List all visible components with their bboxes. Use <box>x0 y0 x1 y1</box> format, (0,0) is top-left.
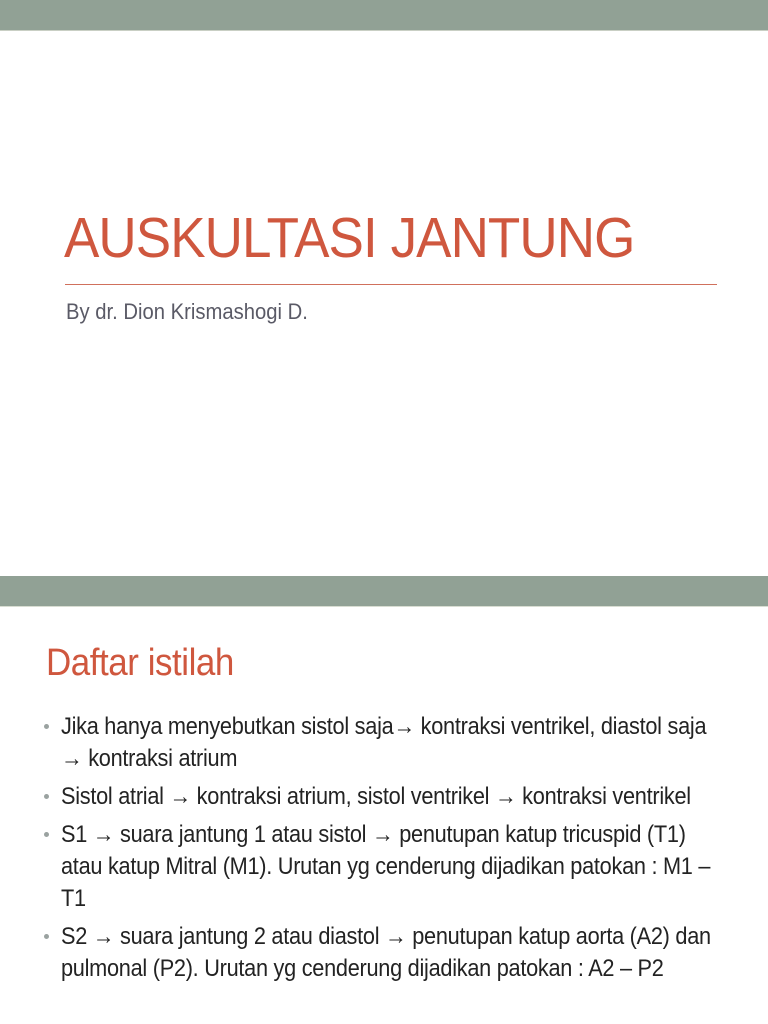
title-divider <box>65 284 717 285</box>
bullet-item <box>44 819 744 915</box>
slide-title <box>0 31 768 576</box>
bullet-text: Jika hanya menyebutkan sistol saja→ kontraksi ventrikel, diastol saja → kontraksi atrium <box>61 713 707 772</box>
slide-heading: Daftar istilah <box>46 642 234 684</box>
bullet-text: S2 → suara jantung 2 atau diastol → penutupan katup aorta (A2) dan pulmonal (P2). Urutan yg cenderung dijadikan patokan : A2 – P2 <box>61 923 711 982</box>
presentation-author: By dr. Dion Krismashogi D. <box>66 299 308 324</box>
bullet-dot-icon <box>44 794 49 799</box>
slide-separator-band <box>0 576 768 607</box>
bullet-list <box>44 711 744 991</box>
bullet-item <box>44 921 744 985</box>
bullet-text: Sistol atrial → kontraksi atrium, sistol ventrikel → kontraksi ventrikel <box>61 783 691 810</box>
bullet-item <box>44 781 744 813</box>
bullet-dot-icon <box>44 934 49 939</box>
slide-separator-band-top <box>0 0 768 31</box>
bullet-dot-icon <box>44 832 49 837</box>
presentation-title: AUSKULTASI JANTUNG <box>64 206 635 270</box>
bullet-dot-icon <box>44 724 49 729</box>
slide-daftar-istilah <box>0 607 768 1024</box>
bullet-item <box>44 711 744 775</box>
bullet-text: S1 → suara jantung 1 atau sistol → penutupan katup tricuspid (T1) atau katup Mitral (M1). Urutan yg cenderung dijadikan patokan : M1 – T1 <box>61 821 711 912</box>
